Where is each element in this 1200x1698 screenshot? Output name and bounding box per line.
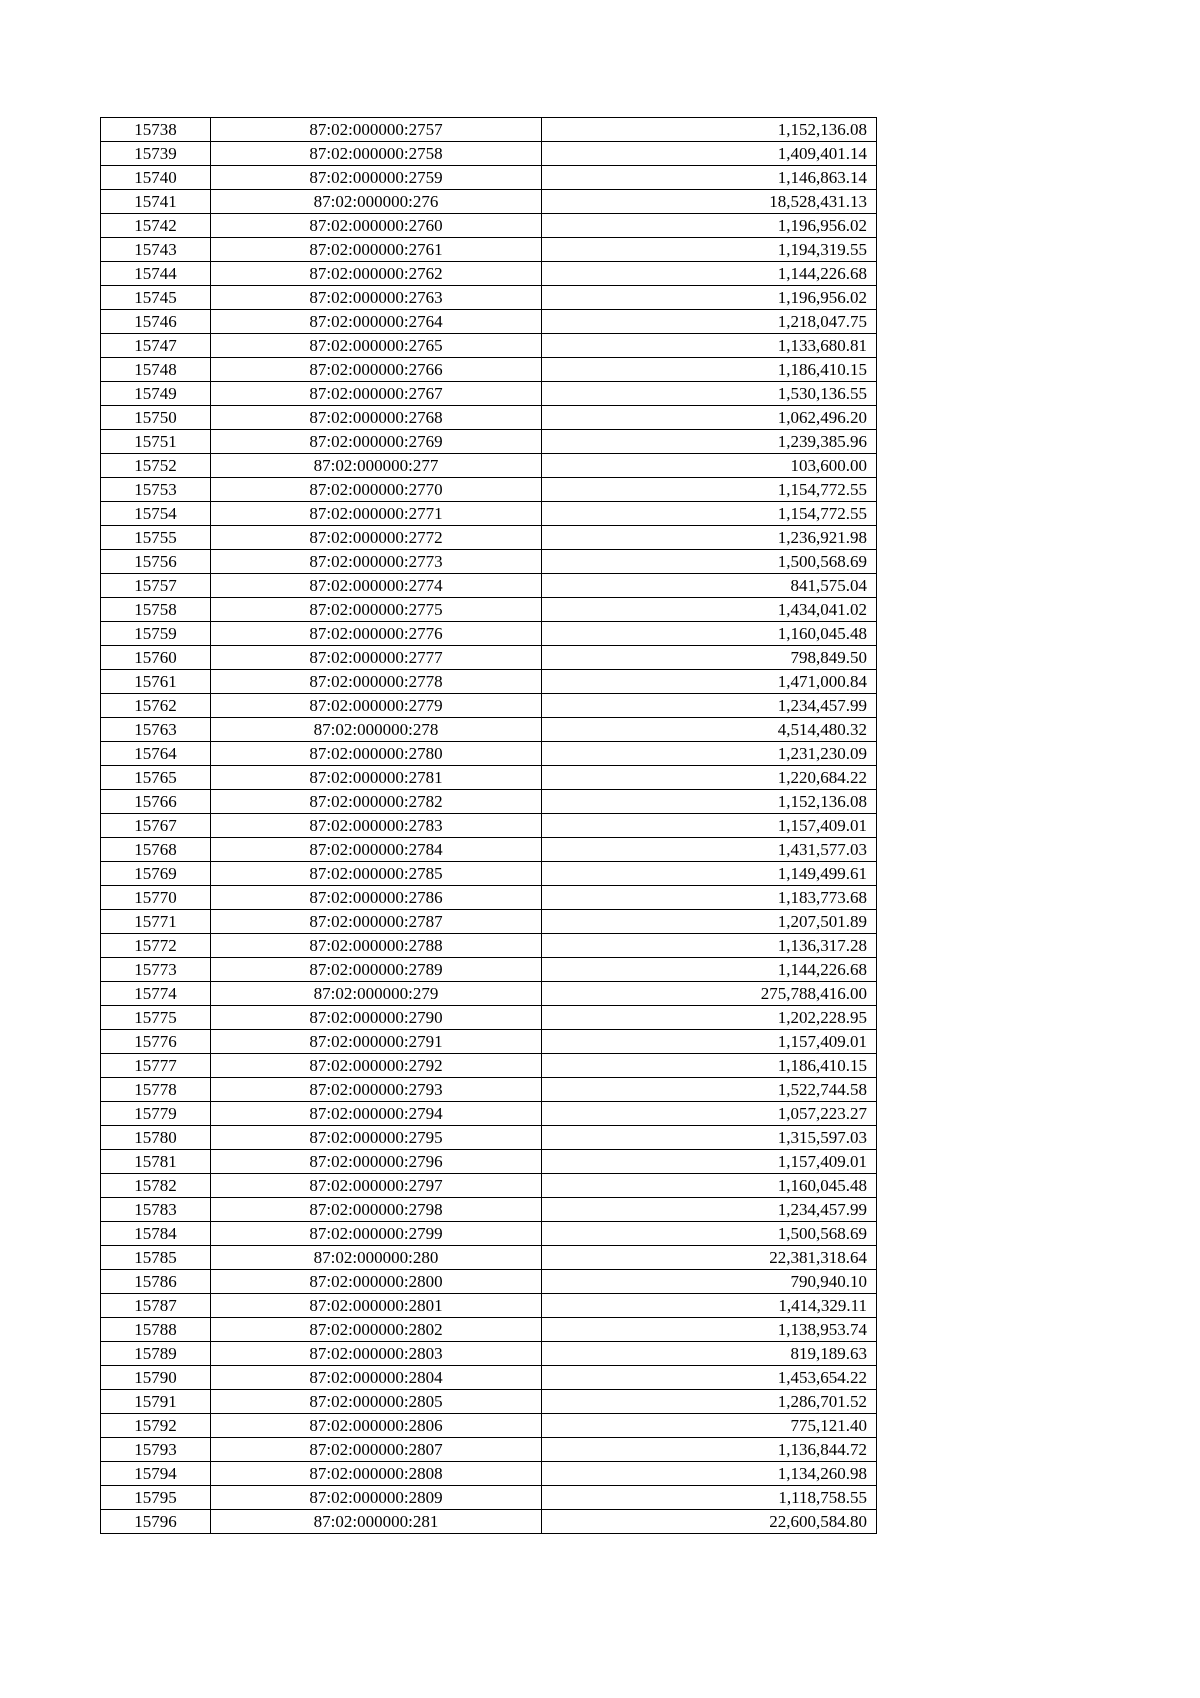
row-number-cell: 15774 — [101, 982, 211, 1006]
cadastral-number-cell: 87:02:000000:2782 — [211, 790, 542, 814]
value-cell: 1,160,045.48 — [542, 622, 877, 646]
table-row — [101, 1438, 877, 1462]
value-cell: 1,183,773.68 — [542, 886, 877, 910]
value-cell: 1,471,000.84 — [542, 670, 877, 694]
value-cell: 1,136,317.28 — [542, 934, 877, 958]
row-number-cell: 15750 — [101, 406, 211, 430]
cadastral-number-cell: 87:02:000000:2797 — [211, 1174, 542, 1198]
row-number-cell: 15740 — [101, 166, 211, 190]
value-cell: 275,788,416.00 — [542, 982, 877, 1006]
value-cell: 775,121.40 — [542, 1414, 877, 1438]
value-cell: 1,136,844.72 — [542, 1438, 877, 1462]
cadastral-number-cell: 87:02:000000:2781 — [211, 766, 542, 790]
row-number-cell: 15772 — [101, 934, 211, 958]
row-number-cell: 15755 — [101, 526, 211, 550]
cadastral-number-cell: 87:02:000000:2757 — [211, 118, 542, 142]
cadastral-number-cell: 87:02:000000:2796 — [211, 1150, 542, 1174]
row-number-cell: 15792 — [101, 1414, 211, 1438]
table-row — [101, 742, 877, 766]
cadastral-number-cell: 87:02:000000:276 — [211, 190, 542, 214]
value-cell: 1,286,701.52 — [542, 1390, 877, 1414]
row-number-cell: 15768 — [101, 838, 211, 862]
value-cell: 1,431,577.03 — [542, 838, 877, 862]
cadastral-number-cell: 87:02:000000:2803 — [211, 1342, 542, 1366]
value-cell: 1,186,410.15 — [542, 358, 877, 382]
cadastral-number-cell: 87:02:000000:277 — [211, 454, 542, 478]
table-row — [101, 910, 877, 934]
cadastral-number-cell: 87:02:000000:2777 — [211, 646, 542, 670]
value-cell: 1,138,953.74 — [542, 1318, 877, 1342]
cadastral-number-cell: 87:02:000000:2787 — [211, 910, 542, 934]
table-row — [101, 1366, 877, 1390]
table-row — [101, 406, 877, 430]
cadastral-number-cell: 87:02:000000:2789 — [211, 958, 542, 982]
value-cell: 1,118,758.55 — [542, 1486, 877, 1510]
value-cell: 1,522,744.58 — [542, 1078, 877, 1102]
value-cell: 1,194,319.55 — [542, 238, 877, 262]
row-number-cell: 15787 — [101, 1294, 211, 1318]
cadastral-number-cell: 87:02:000000:2795 — [211, 1126, 542, 1150]
row-number-cell: 15789 — [101, 1342, 211, 1366]
table-row — [101, 1414, 877, 1438]
row-number-cell: 15764 — [101, 742, 211, 766]
table-row — [101, 1030, 877, 1054]
value-cell: 1,152,136.08 — [542, 118, 877, 142]
cadastral-number-cell: 87:02:000000:2766 — [211, 358, 542, 382]
value-cell: 1,434,041.02 — [542, 598, 877, 622]
cadastral-number-cell: 87:02:000000:2776 — [211, 622, 542, 646]
value-cell: 4,514,480.32 — [542, 718, 877, 742]
row-number-cell: 15795 — [101, 1486, 211, 1510]
value-cell: 22,381,318.64 — [542, 1246, 877, 1270]
table-row — [101, 334, 877, 358]
row-number-cell: 15782 — [101, 1174, 211, 1198]
value-cell: 1,157,409.01 — [542, 814, 877, 838]
cadastral-number-cell: 87:02:000000:2771 — [211, 502, 542, 526]
row-number-cell: 15744 — [101, 262, 211, 286]
row-number-cell: 15747 — [101, 334, 211, 358]
value-cell: 1,234,457.99 — [542, 1198, 877, 1222]
value-cell: 1,133,680.81 — [542, 334, 877, 358]
cadastral-number-cell: 87:02:000000:2786 — [211, 886, 542, 910]
cadastral-number-cell: 87:02:000000:2768 — [211, 406, 542, 430]
cadastral-number-cell: 87:02:000000:2804 — [211, 1366, 542, 1390]
row-number-cell: 15749 — [101, 382, 211, 406]
row-number-cell: 15751 — [101, 430, 211, 454]
cadastral-number-cell: 87:02:000000:2805 — [211, 1390, 542, 1414]
cadastral-number-cell: 87:02:000000:2764 — [211, 310, 542, 334]
value-cell: 22,600,584.80 — [542, 1510, 877, 1534]
table-row — [101, 1246, 877, 1270]
value-cell: 1,152,136.08 — [542, 790, 877, 814]
table-row — [101, 1510, 877, 1534]
cadastral-number-cell: 87:02:000000:2762 — [211, 262, 542, 286]
table-row — [101, 166, 877, 190]
value-cell: 1,500,568.69 — [542, 1222, 877, 1246]
row-number-cell: 15773 — [101, 958, 211, 982]
cadastral-number-cell: 87:02:000000:2783 — [211, 814, 542, 838]
row-number-cell: 15738 — [101, 118, 211, 142]
row-number-cell: 15778 — [101, 1078, 211, 1102]
row-number-cell: 15752 — [101, 454, 211, 478]
cadastral-number-cell: 87:02:000000:2761 — [211, 238, 542, 262]
table-row — [101, 358, 877, 382]
row-number-cell: 15794 — [101, 1462, 211, 1486]
cadastral-number-cell: 87:02:000000:2791 — [211, 1030, 542, 1054]
value-cell: 841,575.04 — [542, 574, 877, 598]
value-cell: 18,528,431.13 — [542, 190, 877, 214]
table-row — [101, 1342, 877, 1366]
table-row — [101, 1222, 877, 1246]
cadastral-number-cell: 87:02:000000:2773 — [211, 550, 542, 574]
table-row — [101, 1294, 877, 1318]
table-row — [101, 286, 877, 310]
value-cell: 1,146,863.14 — [542, 166, 877, 190]
cadastral-number-cell: 87:02:000000:2798 — [211, 1198, 542, 1222]
row-number-cell: 15748 — [101, 358, 211, 382]
value-cell: 1,414,329.11 — [542, 1294, 877, 1318]
row-number-cell: 15761 — [101, 670, 211, 694]
row-number-cell: 15770 — [101, 886, 211, 910]
table-row — [101, 982, 877, 1006]
table-row — [101, 214, 877, 238]
table-row — [101, 430, 877, 454]
table-row — [101, 526, 877, 550]
row-number-cell: 15743 — [101, 238, 211, 262]
value-cell: 1,202,228.95 — [542, 1006, 877, 1030]
value-cell: 1,144,226.68 — [542, 262, 877, 286]
table-row — [101, 454, 877, 478]
cadastral-number-cell: 87:02:000000:2801 — [211, 1294, 542, 1318]
cadastral-number-cell: 87:02:000000:2799 — [211, 1222, 542, 1246]
row-number-cell: 15766 — [101, 790, 211, 814]
row-number-cell: 15779 — [101, 1102, 211, 1126]
table-row — [101, 646, 877, 670]
value-cell: 1,196,956.02 — [542, 286, 877, 310]
value-cell: 1,144,226.68 — [542, 958, 877, 982]
row-number-cell: 15790 — [101, 1366, 211, 1390]
cadastral-number-cell: 87:02:000000:2767 — [211, 382, 542, 406]
table-row — [101, 718, 877, 742]
table-row — [101, 1078, 877, 1102]
cadastral-number-cell: 87:02:000000:2758 — [211, 142, 542, 166]
table-row — [101, 958, 877, 982]
table-row — [101, 1318, 877, 1342]
cadastral-number-cell: 87:02:000000:280 — [211, 1246, 542, 1270]
row-number-cell: 15754 — [101, 502, 211, 526]
row-number-cell: 15746 — [101, 310, 211, 334]
cadastral-number-cell: 87:02:000000:2780 — [211, 742, 542, 766]
cadastral-number-cell: 87:02:000000:2790 — [211, 1006, 542, 1030]
table-row — [101, 238, 877, 262]
cadastral-number-cell: 87:02:000000:2779 — [211, 694, 542, 718]
value-cell: 1,062,496.20 — [542, 406, 877, 430]
value-cell: 1,154,772.55 — [542, 478, 877, 502]
value-cell: 1,239,385.96 — [542, 430, 877, 454]
row-number-cell: 15763 — [101, 718, 211, 742]
value-cell: 1,157,409.01 — [542, 1150, 877, 1174]
data-table — [100, 117, 877, 1534]
table-row — [101, 1054, 877, 1078]
table-row — [101, 1150, 877, 1174]
value-cell: 1,157,409.01 — [542, 1030, 877, 1054]
cadastral-number-cell: 87:02:000000:2784 — [211, 838, 542, 862]
cadastral-number-cell: 87:02:000000:2809 — [211, 1486, 542, 1510]
value-cell: 1,315,597.03 — [542, 1126, 877, 1150]
table-row — [101, 1174, 877, 1198]
row-number-cell: 15777 — [101, 1054, 211, 1078]
cadastral-number-cell: 87:02:000000:2792 — [211, 1054, 542, 1078]
row-number-cell: 15756 — [101, 550, 211, 574]
value-cell: 1,453,654.22 — [542, 1366, 877, 1390]
cadastral-number-cell: 87:02:000000:2759 — [211, 166, 542, 190]
row-number-cell: 15767 — [101, 814, 211, 838]
cadastral-number-cell: 87:02:000000:2778 — [211, 670, 542, 694]
value-cell: 1,530,136.55 — [542, 382, 877, 406]
table-row — [101, 1102, 877, 1126]
row-number-cell: 15759 — [101, 622, 211, 646]
row-number-cell: 15785 — [101, 1246, 211, 1270]
table-row — [101, 1390, 877, 1414]
table-row — [101, 790, 877, 814]
table-row — [101, 814, 877, 838]
table-row — [101, 1270, 877, 1294]
table-row — [101, 310, 877, 334]
row-number-cell: 15786 — [101, 1270, 211, 1294]
row-number-cell: 15783 — [101, 1198, 211, 1222]
cadastral-number-cell: 87:02:000000:2793 — [211, 1078, 542, 1102]
table-row — [101, 622, 877, 646]
table-row — [101, 262, 877, 286]
table-row — [101, 886, 877, 910]
row-number-cell: 15776 — [101, 1030, 211, 1054]
table-row — [101, 694, 877, 718]
value-cell: 1,196,956.02 — [542, 214, 877, 238]
table-row — [101, 934, 877, 958]
cadastral-number-cell: 87:02:000000:2808 — [211, 1462, 542, 1486]
value-cell: 790,940.10 — [542, 1270, 877, 1294]
cadastral-number-cell: 87:02:000000:2788 — [211, 934, 542, 958]
table-row — [101, 766, 877, 790]
value-cell: 1,231,230.09 — [542, 742, 877, 766]
table-row — [101, 838, 877, 862]
cadastral-number-cell: 87:02:000000:2794 — [211, 1102, 542, 1126]
table-row — [101, 574, 877, 598]
table-body — [101, 118, 877, 1534]
value-cell: 1,220,684.22 — [542, 766, 877, 790]
cadastral-number-cell: 87:02:000000:2802 — [211, 1318, 542, 1342]
cadastral-number-cell: 87:02:000000:2770 — [211, 478, 542, 502]
table-row — [101, 1126, 877, 1150]
value-cell: 1,218,047.75 — [542, 310, 877, 334]
table-row — [101, 670, 877, 694]
row-number-cell: 15739 — [101, 142, 211, 166]
row-number-cell: 15769 — [101, 862, 211, 886]
row-number-cell: 15780 — [101, 1126, 211, 1150]
row-number-cell: 15765 — [101, 766, 211, 790]
table-row — [101, 1462, 877, 1486]
table-row — [101, 1198, 877, 1222]
value-cell: 798,849.50 — [542, 646, 877, 670]
table-row — [101, 550, 877, 574]
row-number-cell: 15788 — [101, 1318, 211, 1342]
value-cell: 1,160,045.48 — [542, 1174, 877, 1198]
table-row — [101, 190, 877, 214]
value-cell: 1,409,401.14 — [542, 142, 877, 166]
cadastral-number-cell: 87:02:000000:2774 — [211, 574, 542, 598]
row-number-cell: 15762 — [101, 694, 211, 718]
cadastral-number-cell: 87:02:000000:2785 — [211, 862, 542, 886]
value-cell: 1,149,499.61 — [542, 862, 877, 886]
cadastral-number-cell: 87:02:000000:2763 — [211, 286, 542, 310]
row-number-cell: 15796 — [101, 1510, 211, 1534]
cadastral-number-cell: 87:02:000000:2775 — [211, 598, 542, 622]
row-number-cell: 15757 — [101, 574, 211, 598]
table-row — [101, 382, 877, 406]
table-row — [101, 502, 877, 526]
row-number-cell: 15781 — [101, 1150, 211, 1174]
value-cell: 1,207,501.89 — [542, 910, 877, 934]
value-cell: 1,186,410.15 — [542, 1054, 877, 1078]
table-row — [101, 1486, 877, 1510]
table-row — [101, 1006, 877, 1030]
cadastral-number-cell: 87:02:000000:279 — [211, 982, 542, 1006]
cadastral-number-cell: 87:02:000000:2800 — [211, 1270, 542, 1294]
row-number-cell: 15742 — [101, 214, 211, 238]
table-row — [101, 478, 877, 502]
value-cell: 819,189.63 — [542, 1342, 877, 1366]
table-row — [101, 142, 877, 166]
row-number-cell: 15758 — [101, 598, 211, 622]
row-number-cell: 15791 — [101, 1390, 211, 1414]
cadastral-number-cell: 87:02:000000:278 — [211, 718, 542, 742]
value-cell: 1,234,457.99 — [542, 694, 877, 718]
cadastral-number-cell: 87:02:000000:2760 — [211, 214, 542, 238]
row-number-cell: 15771 — [101, 910, 211, 934]
value-cell: 1,154,772.55 — [542, 502, 877, 526]
row-number-cell: 15753 — [101, 478, 211, 502]
value-cell: 1,057,223.27 — [542, 1102, 877, 1126]
row-number-cell: 15760 — [101, 646, 211, 670]
table-row — [101, 118, 877, 142]
cadastral-number-cell: 87:02:000000:2772 — [211, 526, 542, 550]
value-cell: 1,134,260.98 — [542, 1462, 877, 1486]
cadastral-number-cell: 87:02:000000:2765 — [211, 334, 542, 358]
row-number-cell: 15741 — [101, 190, 211, 214]
table-row — [101, 598, 877, 622]
cadastral-number-cell: 87:02:000000:2807 — [211, 1438, 542, 1462]
table-row — [101, 862, 877, 886]
cadastral-number-cell: 87:02:000000:2806 — [211, 1414, 542, 1438]
cadastral-number-cell: 87:02:000000:281 — [211, 1510, 542, 1534]
value-cell: 103,600.00 — [542, 454, 877, 478]
cadastral-number-cell: 87:02:000000:2769 — [211, 430, 542, 454]
value-cell: 1,500,568.69 — [542, 550, 877, 574]
row-number-cell: 15745 — [101, 286, 211, 310]
row-number-cell: 15793 — [101, 1438, 211, 1462]
row-number-cell: 15784 — [101, 1222, 211, 1246]
row-number-cell: 15775 — [101, 1006, 211, 1030]
value-cell: 1,236,921.98 — [542, 526, 877, 550]
